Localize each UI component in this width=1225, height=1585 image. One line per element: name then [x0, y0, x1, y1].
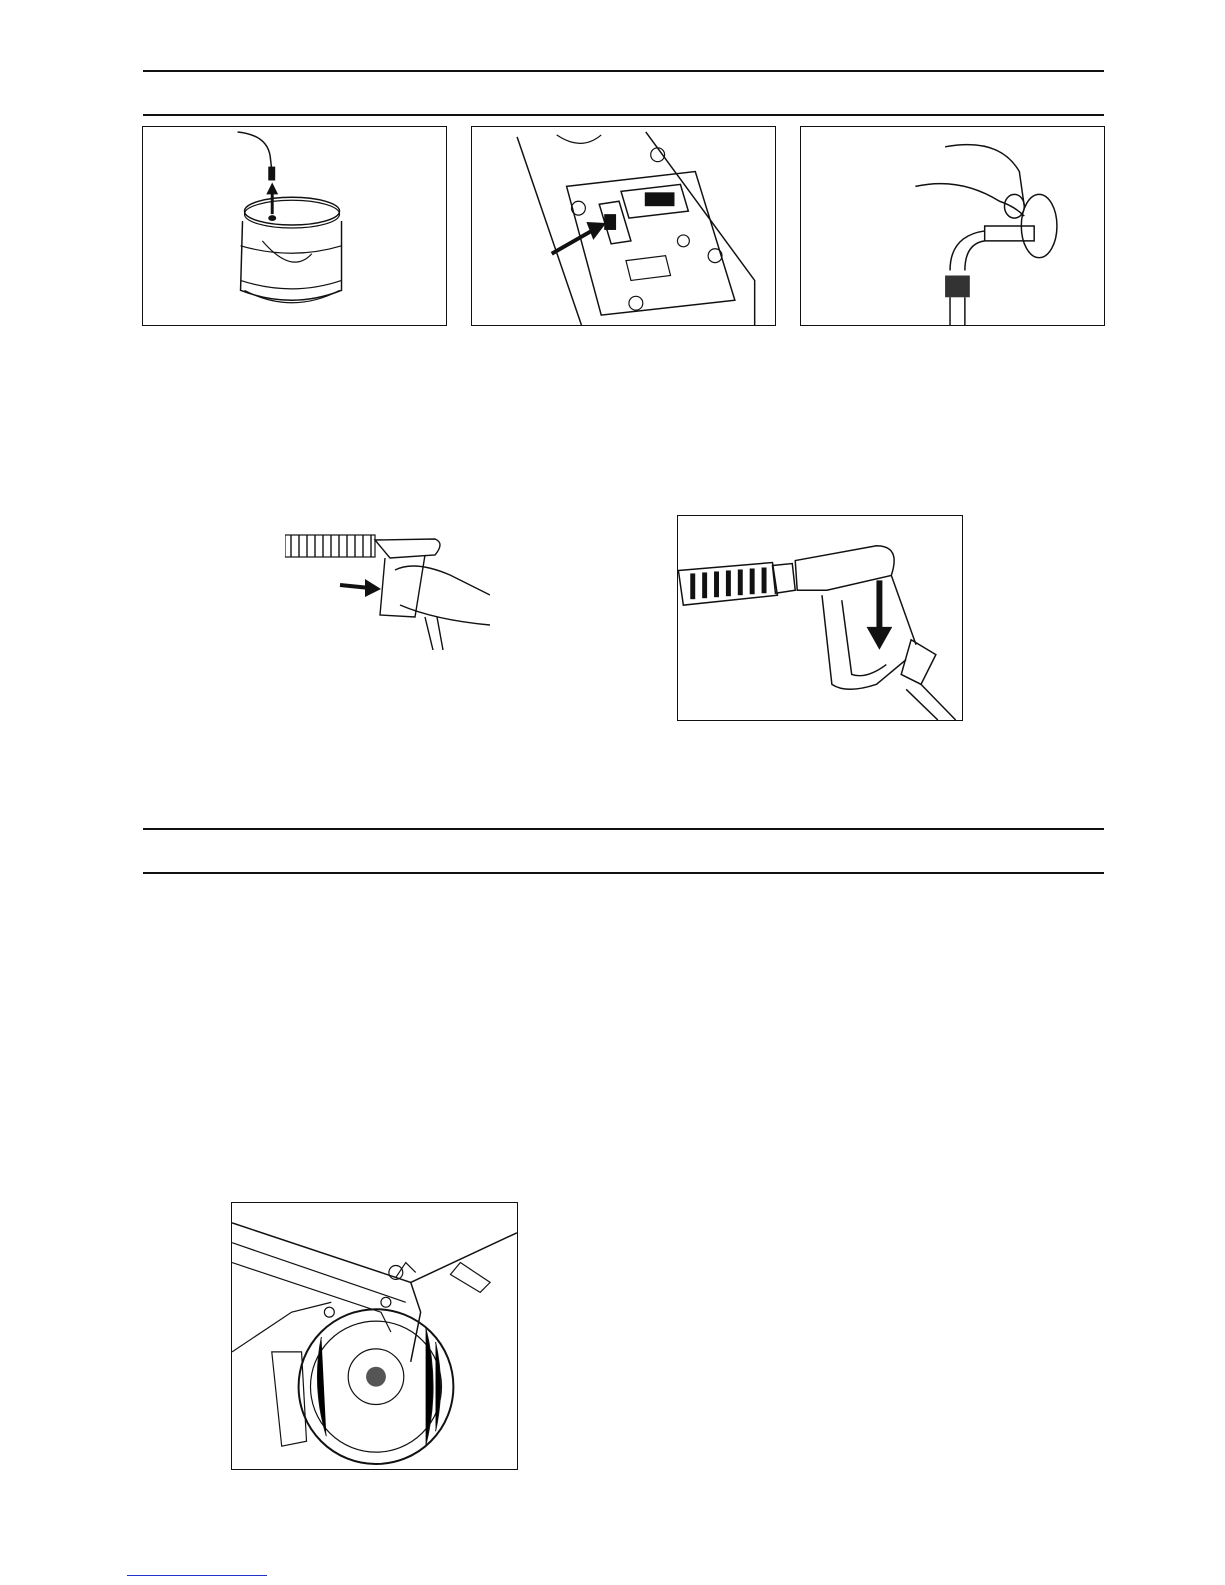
wheel-assembly-figure [231, 1202, 518, 1470]
section-rule-mid-1 [143, 828, 1104, 830]
chassis-wheel-icon [232, 1203, 517, 1469]
detergent-bucket-figure [142, 126, 447, 326]
control-panel-figure [471, 126, 776, 326]
water-tap-figure [800, 126, 1105, 326]
spray-gun-release-icon [678, 516, 962, 720]
detergent-bucket-icon [143, 127, 446, 325]
section-rule-mid-2 [143, 872, 1104, 874]
section-rule-top-2 [143, 114, 1104, 116]
water-tap-icon [801, 127, 1104, 325]
section-rule-top-1 [143, 70, 1104, 72]
trigger-gun-release-figure [677, 515, 963, 721]
spray-gun-squeeze-icon [285, 525, 490, 650]
power-switch-panel-icon [472, 127, 775, 325]
footer-link-underline[interactable] [127, 1575, 267, 1576]
trigger-gun-squeeze-figure [285, 525, 490, 650]
